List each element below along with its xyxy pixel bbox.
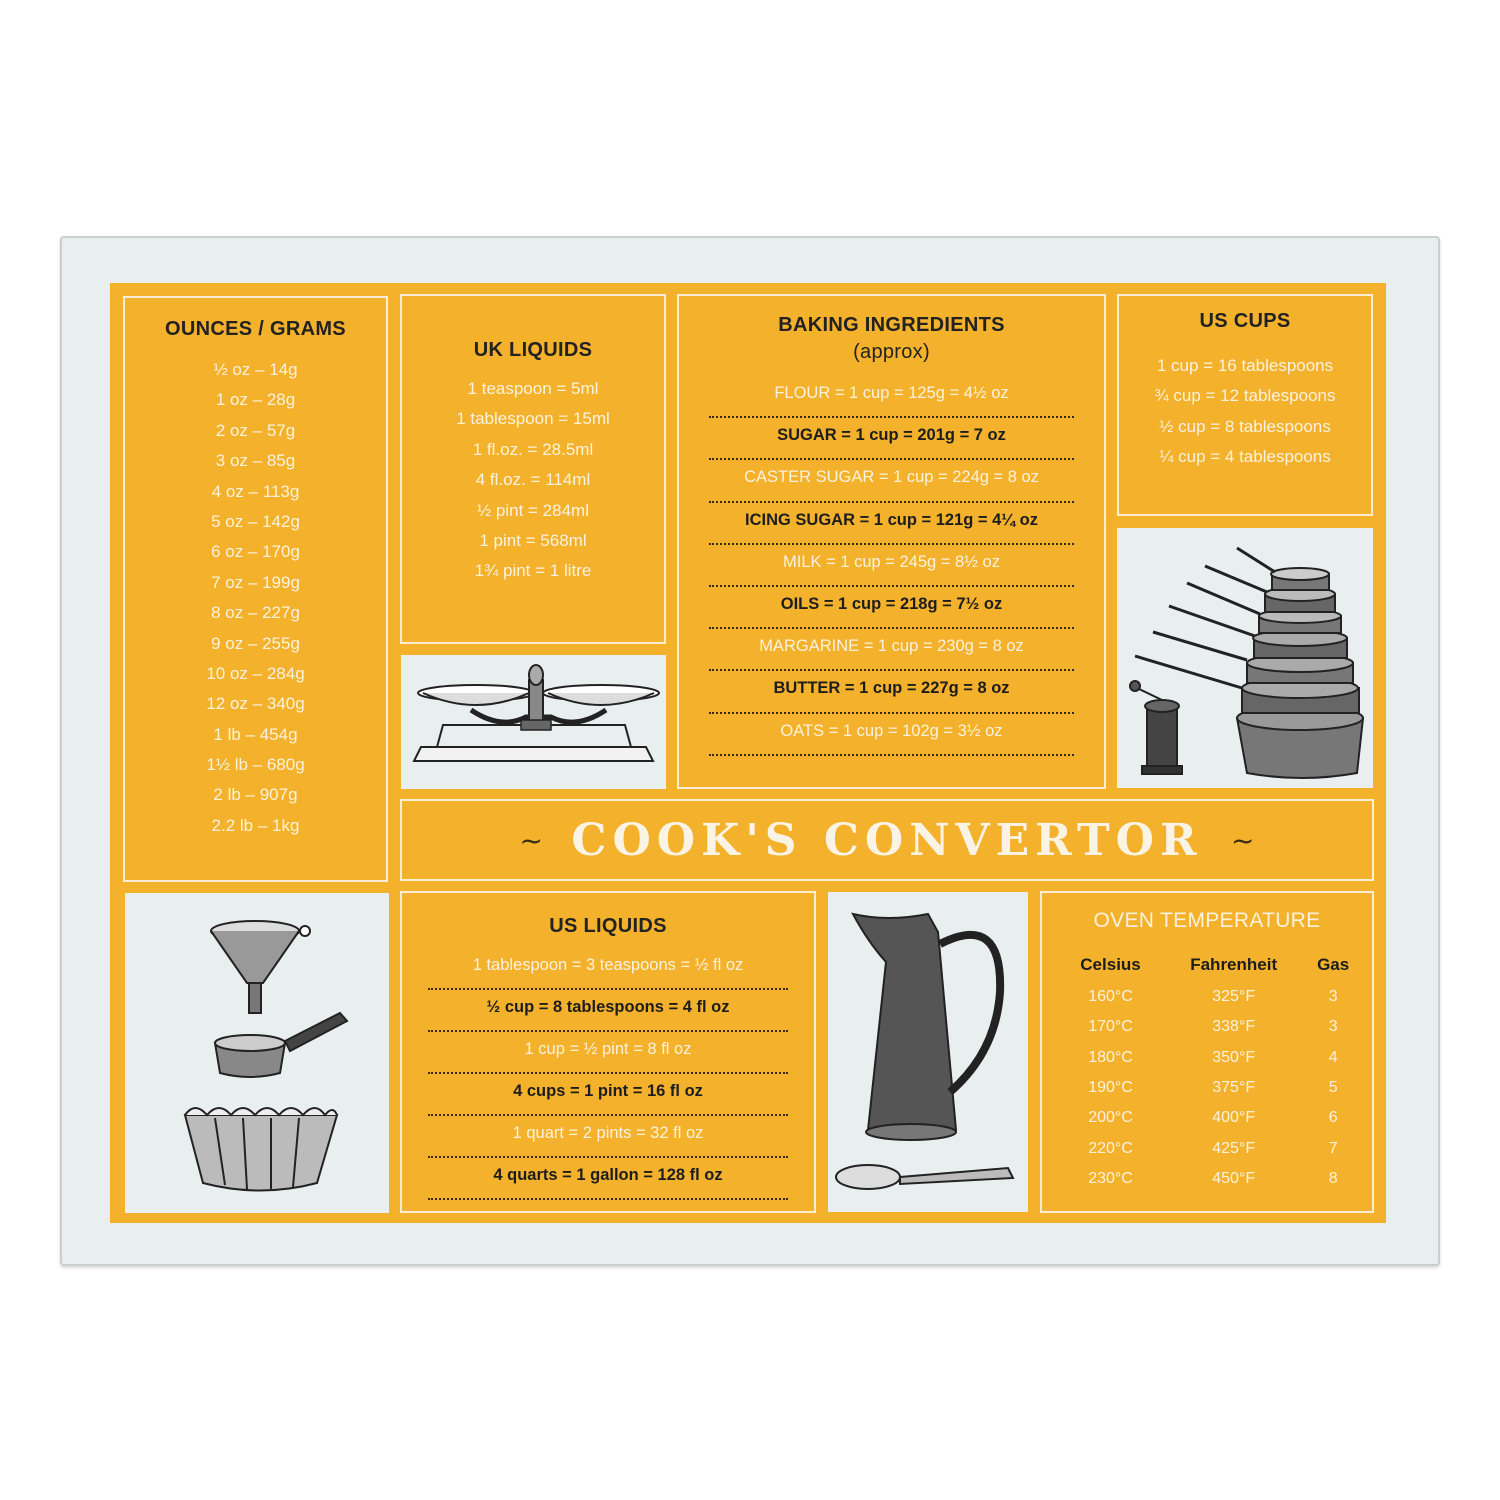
oven-cell: 200°C: [1088, 1109, 1133, 1127]
title-banner: [400, 799, 1374, 881]
funnel-ladle-mould-icon: [125, 893, 389, 1213]
uk-liquids-heading: UK LIQUIDS: [473, 339, 593, 361]
oven-table: [1060, 948, 1360, 1194]
converter-panel: [110, 283, 1386, 1223]
ounces-grams-row: 12 oz – 340g: [206, 694, 305, 714]
us-cups-box: [1117, 294, 1373, 516]
uk-liquids-list: [402, 374, 664, 587]
uk-liquids-box: [400, 294, 666, 644]
ounces-grams-box: [123, 296, 388, 882]
ounces-grams-row: 9 oz – 255g: [211, 633, 300, 653]
saucepans-pepper-mill-icon: [1117, 528, 1373, 788]
oven-cell: 400°F: [1212, 1109, 1256, 1127]
baking-heading: BAKING INGREDIENTS: [778, 314, 1005, 336]
oven-cell: 230°C: [1088, 1169, 1133, 1187]
oven-cell: 3: [1328, 988, 1338, 1006]
ounces-grams-row: 4 oz – 113g: [211, 481, 300, 501]
oven-cell: 5: [1328, 1079, 1338, 1097]
oven-cell: 160°C: [1088, 988, 1133, 1006]
jug-illustration: [828, 892, 1028, 1212]
baking-row: MARGARINE = 1 cup = 230g = 8 oz: [709, 629, 1074, 671]
ounces-grams-row: 1 lb – 454g: [213, 724, 298, 744]
baking-row: CASTER SUGAR = 1 cup = 224g = 8 oz: [709, 460, 1074, 502]
us-liquids-row: 1 quart = 2 pints = 32 fl oz: [428, 1116, 788, 1158]
us-liquids-list: [402, 948, 814, 1200]
baking-row: ICING SUGAR = 1 cup = 121g = 4¼ oz: [709, 503, 1074, 545]
oven-temperature-box: [1040, 891, 1374, 1213]
balance-scale-icon: [401, 655, 666, 789]
oven-cell: 4: [1328, 1048, 1338, 1066]
oven-cell: 3: [1328, 1018, 1338, 1036]
us-liquids-row: ½ cup = 8 tablespoons = 4 fl oz: [428, 990, 788, 1032]
baking-row: SUGAR = 1 cup = 201g = 7 oz: [709, 418, 1074, 460]
baking-row: OATS = 1 cup = 102g = 3½ oz: [709, 714, 1074, 756]
baking-subheading: (approx): [853, 341, 930, 363]
ounces-grams-row: 1½ lb – 680g: [206, 755, 305, 775]
title-ornament-left: ~: [519, 824, 543, 857]
ounces-grams-row: 7 oz – 199g: [211, 572, 300, 592]
oven-row: [1060, 982, 1360, 1012]
baking-list: [679, 376, 1104, 756]
oven-row: [1060, 1103, 1360, 1133]
uk-liquids-row: 4 fl.oz. = 114ml: [475, 470, 591, 490]
uk-liquids-row: 1 tablespoon = 15ml: [456, 409, 610, 429]
us-liquids-box: [400, 891, 816, 1213]
ounces-grams-row: 2.2 lb – 1kg: [211, 815, 300, 835]
balance-scale-illustration: [401, 655, 666, 789]
ounces-grams-heading: OUNCES / GRAMS: [165, 318, 346, 340]
uk-liquids-row: 1¾ pint = 1 litre: [474, 561, 592, 581]
uk-liquids-row: 1 pint = 568ml: [479, 530, 587, 550]
oven-cell: 450°F: [1212, 1169, 1256, 1187]
saucepans-illustration: [1117, 528, 1373, 788]
uk-liquids-row: 1 fl.oz. = 28.5ml: [472, 439, 594, 459]
ounces-grams-row: 2 lb – 907g: [213, 785, 298, 805]
us-cups-row: ¼ cup = 4 tablespoons: [1159, 447, 1331, 467]
oven-cell: 338°F: [1212, 1018, 1256, 1036]
oven-cell: 325°F: [1212, 988, 1256, 1006]
oven-row: [1060, 1164, 1360, 1194]
ounces-grams-row: 1 oz – 28g: [215, 390, 296, 410]
us-liquids-heading: US LIQUIDS: [549, 915, 667, 937]
ounces-grams-row: 6 oz – 170g: [211, 542, 300, 562]
baking-row: FLOUR = 1 cup = 125g = 4½ oz: [709, 376, 1074, 418]
page-title: COOK'S CONVERTOR: [571, 815, 1203, 866]
uk-liquids-row: ½ pint = 284ml: [477, 500, 589, 520]
baking-row: BUTTER = 1 cup = 227g = 8 oz: [709, 671, 1074, 713]
us-cups-list: [1119, 351, 1371, 473]
oven-heading: OVEN TEMPERATURE: [1093, 909, 1321, 932]
ounces-grams-list: [125, 355, 386, 841]
jug-spoon-icon: [828, 892, 1028, 1212]
ounces-grams-row: 8 oz – 227g: [211, 603, 300, 623]
ounces-grams-row: ½ oz – 14g: [213, 360, 298, 379]
us-cups-row: ½ cup = 8 tablespoons: [1159, 416, 1331, 436]
us-cups-heading: US CUPS: [1199, 310, 1291, 332]
us-liquids-row: 1 tablespoon = 3 teaspoons = ½ fl oz: [428, 948, 788, 990]
oven-cell: 190°C: [1088, 1079, 1133, 1097]
oven-cell: 6: [1328, 1109, 1338, 1127]
ounces-grams-row: 3 oz – 85g: [215, 451, 296, 471]
title-ornament-right: ~: [1231, 824, 1255, 857]
us-cups-row: 1 cup = 16 tablespoons: [1156, 356, 1334, 375]
oven-row: [1060, 1012, 1360, 1042]
us-liquids-row: 4 cups = 1 pint = 16 fl oz: [428, 1074, 788, 1116]
oven-cell: 7: [1328, 1139, 1338, 1157]
oven-cell: 425°F: [1212, 1139, 1256, 1157]
utensils-illustration: [125, 893, 389, 1213]
oven-cell: 170°C: [1088, 1018, 1133, 1036]
ounces-grams-row: 2 oz – 57g: [215, 420, 296, 440]
baking-row: MILK = 1 cup = 245g = 8½ oz: [709, 545, 1074, 587]
oven-cell: 8: [1328, 1169, 1338, 1187]
baking-ingredients-box: [677, 294, 1106, 789]
oven-col-fahrenheit: Fahrenheit: [1190, 955, 1278, 974]
ounces-grams-row: 5 oz – 142g: [211, 511, 300, 531]
oven-col-celsius: Celsius: [1080, 955, 1141, 974]
us-cups-row: ¾ cup = 12 tablespoons: [1154, 386, 1336, 406]
uk-liquids-row: 1 teaspoon = 5ml: [467, 379, 599, 398]
oven-cell: 375°F: [1212, 1079, 1256, 1097]
oven-cell: 350°F: [1212, 1048, 1256, 1066]
oven-row: [1060, 1043, 1360, 1073]
oven-cell: 180°C: [1088, 1048, 1133, 1066]
us-liquids-row: 4 quarts = 1 gallon = 128 fl oz: [428, 1158, 788, 1200]
oven-col-gas: Gas: [1317, 955, 1350, 974]
oven-row: [1060, 1133, 1360, 1163]
oven-row: [1060, 1073, 1360, 1103]
ounces-grams-row: 10 oz – 284g: [206, 663, 305, 683]
oven-cell: 220°C: [1088, 1139, 1133, 1157]
baking-row: OILS = 1 cup = 218g = 7½ oz: [709, 587, 1074, 629]
us-liquids-row: 1 cup = ½ pint = 8 fl oz: [428, 1032, 788, 1074]
